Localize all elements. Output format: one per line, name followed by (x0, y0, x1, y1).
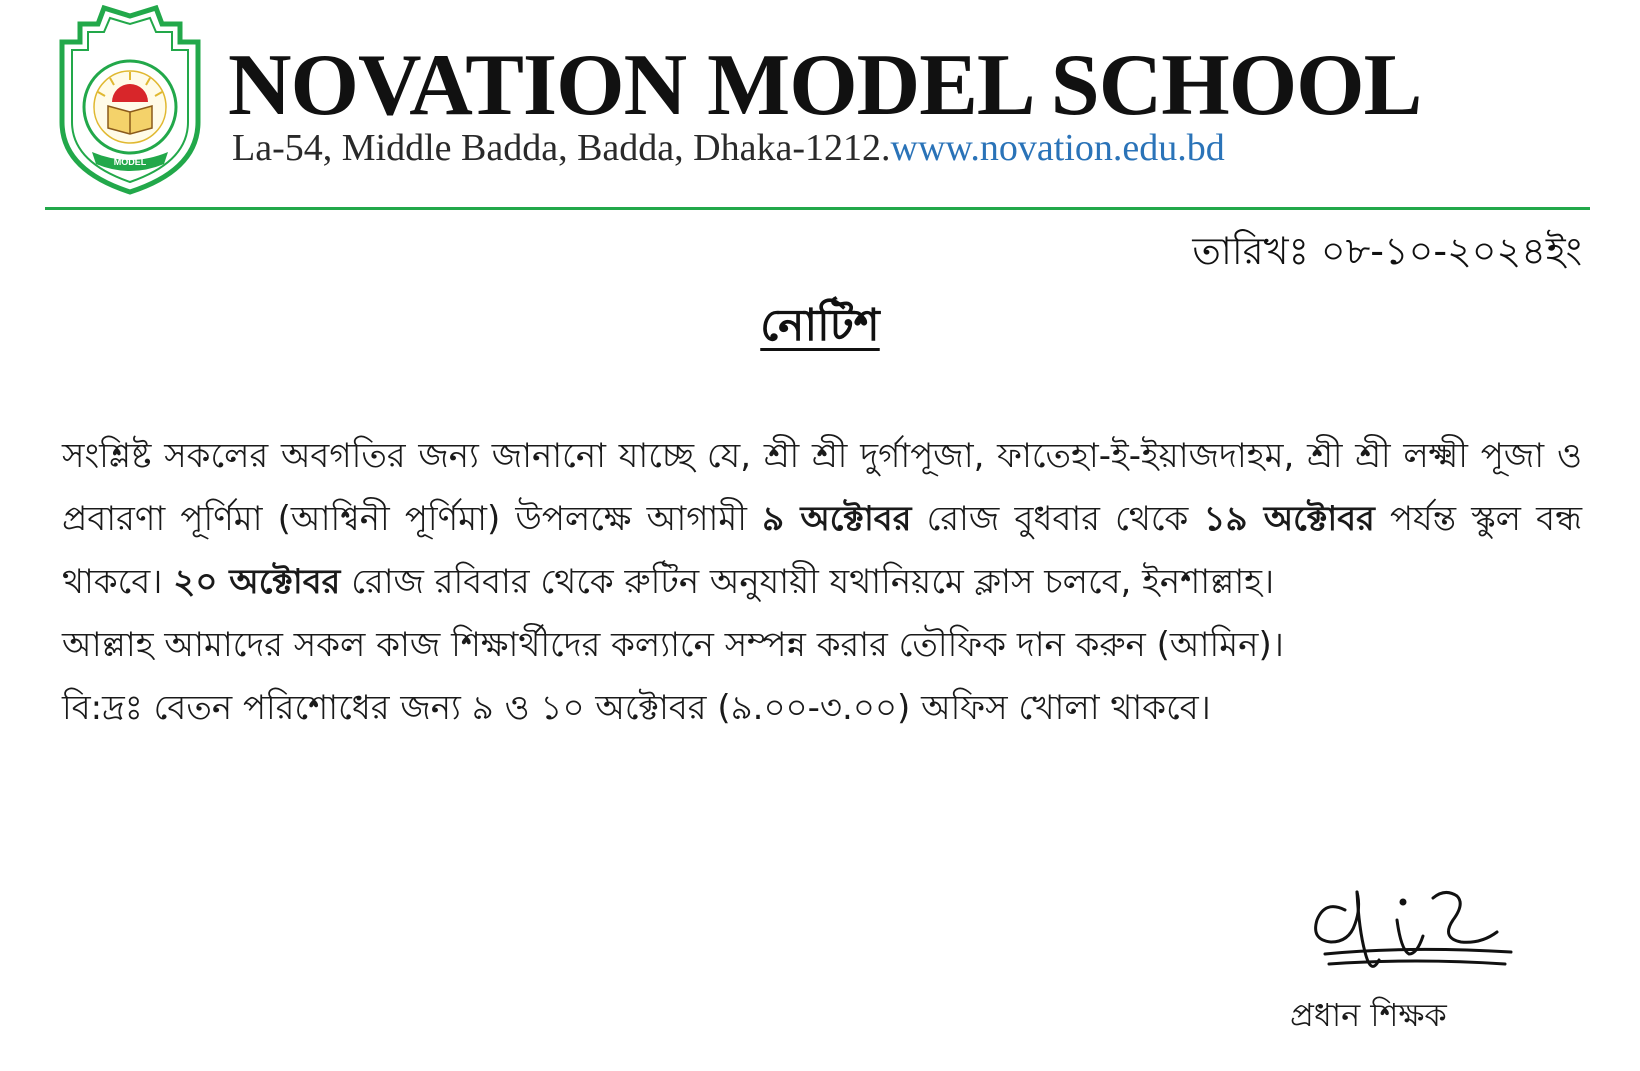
website-link[interactable]: www.novation.edu.bd (890, 127, 1225, 169)
bold-date: ২০ অক্টোবর (173, 562, 341, 602)
bold-date: ৯ অক্টোবর (762, 499, 912, 539)
notice-title (0, 292, 1640, 365)
text-segment: রোজ রবিবার থেকে রুটিন অনুযায়ী যথানিয়মে ক্লাস চলবে, ইনশাল্লাহ। (340, 562, 1275, 602)
crest-ribbon-text: MODEL (113, 157, 147, 167)
header-divider (45, 207, 1590, 210)
signer-title: প্রধান শিক্ষক (1290, 996, 1447, 1034)
notice-date: তারিখঃ ০৮-১০-২০২৪ইং (1192, 229, 1582, 273)
notice-paragraph-main (62, 425, 1582, 614)
address-text: La-54, Middle Badda, Badda, Dhaka-1212. (232, 127, 891, 169)
notice-title-text: নোটিশ (760, 300, 880, 351)
text-segment: পর্যন্ত স্কুল বন্ধ থাকবে। (62, 499, 1582, 602)
notice-paragraph-prayer: আল্লাহ আমাদের সকল কাজ শিক্ষার্থীদের কল্যানে সম্পন্ন করার তৌফিক দান করুন (আমিন)। (62, 625, 1284, 665)
school-crest-icon (52, 2, 207, 197)
bold-date: ১৯ অক্টোবর (1203, 499, 1375, 539)
school-name: NOVATION MODEL SCHOOL (228, 37, 1422, 134)
notice-paragraph-note: বি:দ্রঃ বেতন পরিশোধের জন্য ৯ ও ১০ অক্টোবর (৯.০০-৩.০০) অফিস খোলা থাকবে। (62, 688, 1211, 728)
signature-icon (1305, 880, 1520, 995)
notice-body (62, 425, 1582, 740)
text-segment: রোজ বুধবার থেকে (911, 499, 1204, 539)
text-segment: সংশ্লিষ্ট সকলের অবগতির জন্য জানানো যাচ্ছে যে, শ্রী শ্রী দুর্গাপূজা, ফাতেহা-ই-ইয়াজদাহম, শ্রী শ্রী লক্ষ্মী পূজা ও প্রবারণা পূর্ণিমা (আশ্বিনী পূর্ণিমা) উপলক্ষে আগামী (62, 436, 1582, 539)
school-address (232, 128, 1225, 170)
